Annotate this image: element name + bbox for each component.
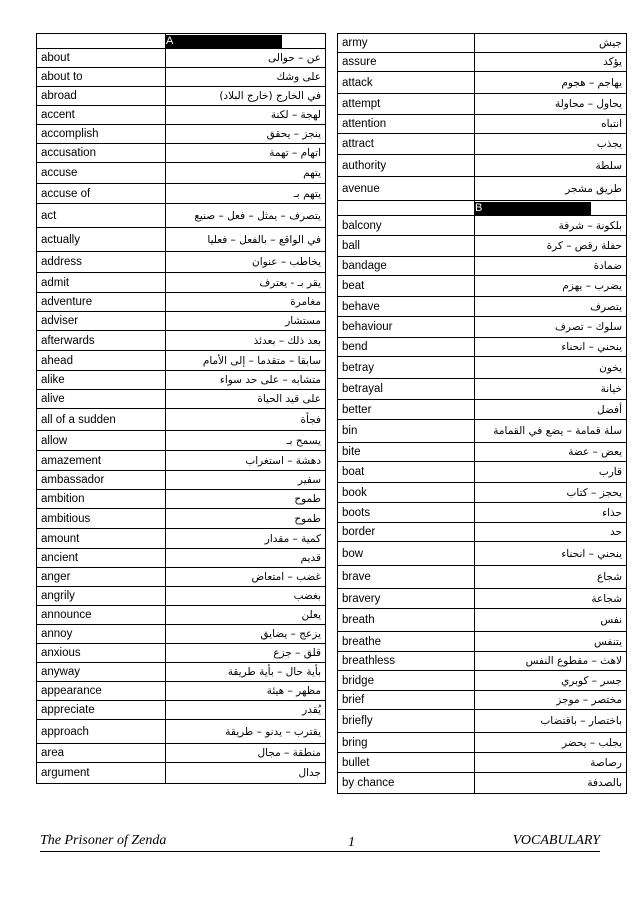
arabic-translation: دهشة – استغراب <box>166 451 326 471</box>
vocab-row <box>338 357 627 379</box>
section-header-a <box>37 34 326 49</box>
arabic-translation: يقر بـ - يعترف <box>166 273 326 293</box>
arabic-translation: سلطة <box>475 155 627 177</box>
arabic-translation: لهجة – لكنة <box>166 106 326 125</box>
english-word: abroad <box>37 87 166 106</box>
english-word: address <box>37 252 166 273</box>
left-vocab-column <box>36 33 326 784</box>
arabic-translation: يخون <box>475 357 627 379</box>
vocab-row <box>338 443 627 462</box>
section-label-a: A <box>166 35 282 48</box>
vocab-row <box>37 529 326 549</box>
vocab-row <box>37 125 326 144</box>
vocab-row <box>338 34 627 53</box>
vocab-row <box>338 691 627 710</box>
vocab-row <box>338 632 627 652</box>
arabic-translation: يجذب <box>475 134 627 155</box>
section-label-b: B <box>475 202 591 215</box>
english-word: book <box>338 483 475 503</box>
vocab-row <box>37 471 326 490</box>
arabic-translation: نفس <box>475 609 627 632</box>
arabic-translation: بالصدفة <box>475 773 627 794</box>
vocab-row <box>338 733 627 753</box>
english-word: all of a sudden <box>37 409 166 431</box>
english-word: bridge <box>338 671 475 691</box>
arabic-translation: قديم <box>166 549 326 568</box>
vocab-row <box>37 568 326 587</box>
english-word: angrily <box>37 587 166 606</box>
english-word: announce <box>37 606 166 625</box>
page-footer <box>40 833 600 853</box>
arabic-translation: طريق مشجر <box>475 177 627 201</box>
vocab-row <box>338 216 627 236</box>
english-word: argument <box>37 763 166 784</box>
english-word: anger <box>37 568 166 587</box>
arabic-translation: قلق – جزع <box>166 644 326 663</box>
english-word: accuse of <box>37 184 166 204</box>
vocab-row <box>37 451 326 471</box>
arabic-translation: في الواقع – بالفعل – فعليا <box>166 228 326 252</box>
vocab-row <box>338 400 627 420</box>
english-word: ambassador <box>37 471 166 490</box>
vocab-row <box>338 523 627 542</box>
arabic-translation: غضب – امتعاض <box>166 568 326 587</box>
arabic-translation: سلة قمامة – يضع في القمامة <box>475 420 627 443</box>
vocab-row <box>338 542 627 566</box>
arabic-translation: يتصرف – يمثل – فعل – صنيع <box>166 204 326 228</box>
english-word: bandage <box>338 257 475 276</box>
arabic-translation: يعلن <box>166 606 326 625</box>
arabic-translation: باختصار – باقتضاب <box>475 710 627 733</box>
vocab-row <box>37 204 326 228</box>
left-vocab-table <box>36 33 326 784</box>
english-word: beat <box>338 276 475 297</box>
english-word: ancient <box>37 549 166 568</box>
english-word: bring <box>338 733 475 753</box>
english-word: army <box>338 34 475 53</box>
vocab-row <box>37 351 326 371</box>
arabic-translation: يحجز – كتاب <box>475 483 627 503</box>
vocab-row <box>37 644 326 663</box>
right-vocab-table <box>337 33 627 794</box>
arabic-translation: يتهم <box>166 163 326 184</box>
arabic-translation: بلكونة – شرفة <box>475 216 627 236</box>
vocab-row <box>37 682 326 701</box>
arabic-translation: يحاول – محاولة <box>475 94 627 115</box>
vocab-row <box>37 606 326 625</box>
english-word: bite <box>338 443 475 462</box>
vocab-row <box>37 144 326 163</box>
arabic-translation: يسمح بـ <box>166 431 326 451</box>
english-word: alive <box>37 390 166 409</box>
arabic-translation: يقترب – يدنو – طريقة <box>166 720 326 744</box>
english-word: brave <box>338 566 475 589</box>
english-word: brief <box>338 691 475 710</box>
english-word: behave <box>338 297 475 317</box>
english-word: assure <box>338 53 475 72</box>
english-word: adviser <box>37 312 166 331</box>
english-word: boat <box>338 462 475 483</box>
arabic-translation: لاهث – مقطوع النفس <box>475 652 627 671</box>
english-word: balcony <box>338 216 475 236</box>
vocab-row <box>338 710 627 733</box>
vocab-row <box>338 317 627 338</box>
arabic-translation: يتنفس <box>475 632 627 652</box>
arabic-translation: يضرب – يهزم <box>475 276 627 297</box>
english-word: bravery <box>338 589 475 609</box>
english-word: breathless <box>338 652 475 671</box>
vocab-row <box>37 163 326 184</box>
english-word: appearance <box>37 682 166 701</box>
arabic-translation: رصاصة <box>475 753 627 773</box>
arabic-translation: متشابه – على حد سواء <box>166 371 326 390</box>
arabic-translation: يزعج – يضايق <box>166 625 326 644</box>
english-word: bend <box>338 338 475 357</box>
arabic-translation: شجاع <box>475 566 627 589</box>
arabic-translation: انتباه <box>475 115 627 134</box>
english-word: allow <box>37 431 166 451</box>
vocab-row <box>338 155 627 177</box>
vocab-row <box>37 293 326 312</box>
english-word: act <box>37 204 166 228</box>
english-word: adventure <box>37 293 166 312</box>
english-word: afterwards <box>37 331 166 351</box>
footer-rule <box>40 851 600 852</box>
vocab-row <box>338 94 627 115</box>
arabic-translation: ينحني – انحناء <box>475 542 627 566</box>
arabic-translation: حذاء <box>475 503 627 523</box>
arabic-translation: جسر – كوبري <box>475 671 627 691</box>
arabic-translation: سابقا – متقدما – إلى الأمام <box>166 351 326 371</box>
english-word: bin <box>338 420 475 443</box>
vocab-row <box>338 609 627 632</box>
arabic-translation: على وشك <box>166 68 326 87</box>
vocab-row <box>338 276 627 297</box>
arabic-translation: طموح <box>166 490 326 509</box>
vocab-row <box>37 273 326 293</box>
vocab-row <box>338 420 627 443</box>
vocab-row <box>338 236 627 257</box>
vocab-row <box>37 625 326 644</box>
arabic-translation: مستشار <box>166 312 326 331</box>
english-word: ahead <box>37 351 166 371</box>
english-word: behaviour <box>338 317 475 338</box>
vocab-row <box>338 671 627 691</box>
english-word: betray <box>338 357 475 379</box>
vocab-row <box>338 462 627 483</box>
arabic-translation: بعد ذلك – بعدئذ <box>166 331 326 351</box>
arabic-translation: شجاعة <box>475 589 627 609</box>
english-word: anyway <box>37 663 166 682</box>
arabic-translation: يتهم بـ <box>166 184 326 204</box>
arabic-translation: سلوك – تصرف <box>475 317 627 338</box>
vocab-row <box>338 177 627 201</box>
arabic-translation: عن – حوالى <box>166 49 326 68</box>
english-word: amazement <box>37 451 166 471</box>
english-word: amount <box>37 529 166 549</box>
arabic-translation: ضمادة <box>475 257 627 276</box>
english-word: betrayal <box>338 379 475 400</box>
vocab-row <box>338 257 627 276</box>
vocab-row <box>37 509 326 529</box>
vocab-row <box>37 390 326 409</box>
vocab-row <box>338 134 627 155</box>
vocab-row <box>338 297 627 317</box>
english-word: attempt <box>338 94 475 115</box>
vocab-row <box>37 720 326 744</box>
vocab-row <box>37 549 326 568</box>
english-word: attack <box>338 72 475 94</box>
section-header-cell <box>166 34 326 49</box>
arabic-translation: يتصرف <box>475 297 627 317</box>
english-word: accomplish <box>37 125 166 144</box>
section-header-spacer <box>338 201 475 216</box>
vocab-row <box>338 566 627 589</box>
english-word: avenue <box>338 177 475 201</box>
arabic-translation: ينحني – انحناء <box>475 338 627 357</box>
english-word: area <box>37 744 166 763</box>
english-word: alike <box>37 371 166 390</box>
english-word: ball <box>338 236 475 257</box>
vocab-row <box>338 773 627 794</box>
arabic-translation: يعض – عضة <box>475 443 627 462</box>
english-word: admit <box>37 273 166 293</box>
arabic-translation: مغامرة <box>166 293 326 312</box>
english-word: breathe <box>338 632 475 652</box>
vocab-row <box>338 72 627 94</box>
arabic-translation: بغضب <box>166 587 326 606</box>
arabic-translation: جيش <box>475 34 627 53</box>
arabic-translation: طموح <box>166 509 326 529</box>
arabic-translation: على قيد الحياة <box>166 390 326 409</box>
vocab-row <box>338 115 627 134</box>
section-label: VOCABULARY <box>512 833 600 848</box>
english-word: breath <box>338 609 475 632</box>
vocab-row <box>37 184 326 204</box>
english-word: bow <box>338 542 475 566</box>
vocab-row <box>338 338 627 357</box>
book-title: The Prisoner of Zenda <box>40 833 167 848</box>
english-word: by chance <box>338 773 475 794</box>
english-word: boots <box>338 503 475 523</box>
vocab-row <box>37 663 326 682</box>
vocab-row <box>37 587 326 606</box>
english-word: accuse <box>37 163 166 184</box>
vocab-row <box>37 68 326 87</box>
section-header-spacer <box>37 34 166 49</box>
english-word: border <box>338 523 475 542</box>
page-number: 1 <box>348 835 355 850</box>
arabic-translation: ينجز – يحقق <box>166 125 326 144</box>
arabic-translation: خيانة <box>475 379 627 400</box>
arabic-translation: كمية – مقدار <box>166 529 326 549</box>
vocab-row <box>37 252 326 273</box>
vocab-row <box>37 49 326 68</box>
vocab-row <box>338 503 627 523</box>
english-word: authority <box>338 155 475 177</box>
english-word: appreciate <box>37 701 166 720</box>
vocab-row <box>37 744 326 763</box>
vocab-row <box>37 409 326 431</box>
vocab-row <box>37 371 326 390</box>
english-word: better <box>338 400 475 420</box>
vocab-row <box>37 490 326 509</box>
arabic-translation: يجلب – يحضر <box>475 733 627 753</box>
english-word: ambitious <box>37 509 166 529</box>
vocab-row <box>37 431 326 451</box>
vocab-row <box>338 379 627 400</box>
arabic-translation: بأية حال – بأية طريقة <box>166 663 326 682</box>
vocab-row <box>338 483 627 503</box>
english-word: accent <box>37 106 166 125</box>
section-header-cell <box>475 201 627 216</box>
arabic-translation: قارب <box>475 462 627 483</box>
arabic-translation: اتهام – تهمة <box>166 144 326 163</box>
vocab-row <box>37 106 326 125</box>
vocab-row <box>37 701 326 720</box>
vocab-row <box>37 331 326 351</box>
english-word: attention <box>338 115 475 134</box>
vocab-row <box>37 312 326 331</box>
arabic-translation: يخاطب – عنوان <box>166 252 326 273</box>
arabic-translation: سفير <box>166 471 326 490</box>
english-word: bullet <box>338 753 475 773</box>
english-word: attract <box>338 134 475 155</box>
arabic-translation: يؤكد <box>475 53 627 72</box>
arabic-translation: حفلة رقص – كرة <box>475 236 627 257</box>
arabic-translation: أفضل <box>475 400 627 420</box>
arabic-translation: منطقة – مجال <box>166 744 326 763</box>
english-word: ambition <box>37 490 166 509</box>
vocab-row <box>338 53 627 72</box>
vocab-row <box>37 228 326 252</box>
arabic-translation: مختصر – موجز <box>475 691 627 710</box>
english-word: accusation <box>37 144 166 163</box>
english-word: about <box>37 49 166 68</box>
english-word: approach <box>37 720 166 744</box>
arabic-translation: مظهر – هيئة <box>166 682 326 701</box>
english-word: anxious <box>37 644 166 663</box>
vocab-row <box>338 753 627 773</box>
english-word: briefly <box>338 710 475 733</box>
vocab-row <box>37 87 326 106</box>
arabic-translation: في الخارج (خارج البلاد) <box>166 87 326 106</box>
arabic-translation: يهاجم – هجوم <box>475 72 627 94</box>
vocab-row <box>338 652 627 671</box>
vocab-row <box>37 763 326 784</box>
right-vocab-column <box>337 33 627 794</box>
english-word: actually <box>37 228 166 252</box>
vocab-row <box>338 589 627 609</box>
english-word: about to <box>37 68 166 87</box>
arabic-translation: فجأة <box>166 409 326 431</box>
arabic-translation: جدال <box>166 763 326 784</box>
arabic-translation: حد <box>475 523 627 542</box>
section-header-b <box>338 201 627 216</box>
english-word: annoy <box>37 625 166 644</box>
arabic-translation: يُقدر <box>166 701 326 720</box>
